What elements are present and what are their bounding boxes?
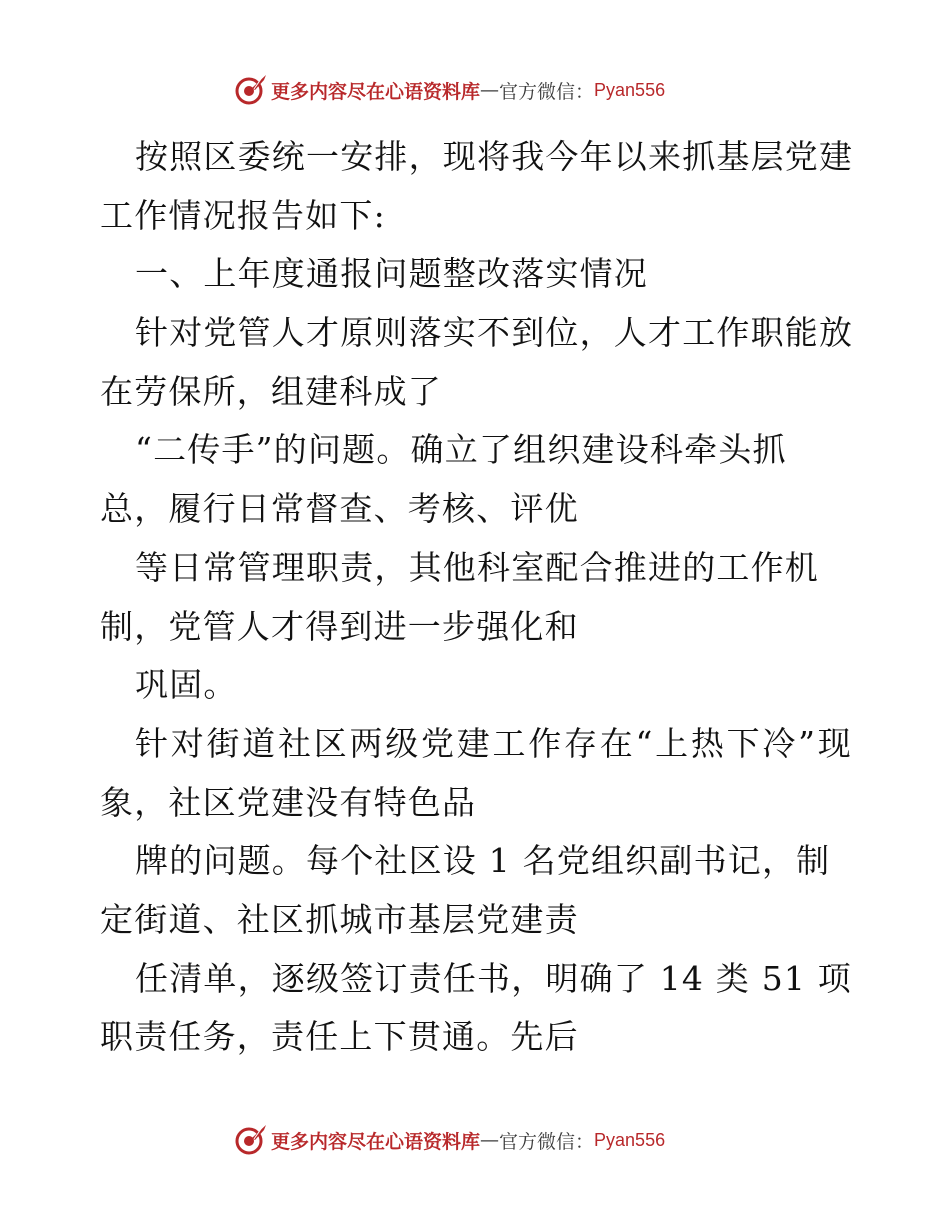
quill-logo-icon bbox=[234, 1124, 268, 1156]
paragraph-line: 按照区委统一安排，现将我今年以来抓基层党建 bbox=[135, 137, 854, 176]
paragraph-line: 牌的问题。每个社区设 1 名党组织副书记，制 bbox=[135, 841, 831, 881]
paragraph-line: 在劳保所，组建科成了 bbox=[100, 371, 442, 411]
banner-wechat-label: 官方微信： bbox=[499, 1130, 595, 1153]
banner-wechat-id: Pyan556 bbox=[594, 1129, 666, 1150]
banner-wechat-label: 官方微信： bbox=[499, 80, 595, 103]
paragraph-line: 定街道、社区抓城市基层党建责 bbox=[100, 899, 579, 939]
paragraph-line: 制，党管人才得到进一步强化和 bbox=[100, 606, 579, 646]
paragraph-line: 任清单，逐级签订责任书，明确了 14 类 51 项 bbox=[135, 958, 852, 998]
paragraph-line: 总，履行日常督查、考核、评优 bbox=[100, 489, 579, 529]
banner-brand-text: 更多内容尽在心语资料库 bbox=[271, 80, 481, 103]
paragraph-line: 针对街道社区两级党建工作存在“上热下冷”现 bbox=[135, 723, 852, 763]
document-body bbox=[100, 128, 860, 1067]
footer-banner bbox=[234, 1124, 665, 1156]
quill-logo-icon bbox=[234, 74, 268, 106]
banner-brand-text: 更多内容尽在心语资料库 bbox=[271, 1130, 481, 1153]
paragraph-line: “二传手”的问题。确立了组织建设科牵头抓 bbox=[135, 430, 787, 470]
banner-dash: — bbox=[480, 79, 500, 101]
header-banner bbox=[234, 74, 665, 106]
paragraph-line: 巩固。 bbox=[135, 665, 238, 705]
paragraph-line: 针对党管人才原则落实不到位，人才工作职能放 bbox=[135, 313, 854, 353]
paragraph-line: 等日常管理职责，其他科室配合推进的工作机 bbox=[135, 547, 819, 587]
paragraph-line: 象，社区党建没有特色品 bbox=[100, 782, 477, 822]
paragraph-line: 职责任务，责任上下贯通。先后 bbox=[100, 1017, 579, 1057]
section-heading: 一、上年度通报问题整改落实情况 bbox=[135, 254, 648, 294]
banner-wechat-id: Pyan556 bbox=[594, 79, 666, 100]
banner-dash: — bbox=[480, 1129, 500, 1151]
paragraph-line: 工作情况报告如下: bbox=[100, 195, 386, 235]
